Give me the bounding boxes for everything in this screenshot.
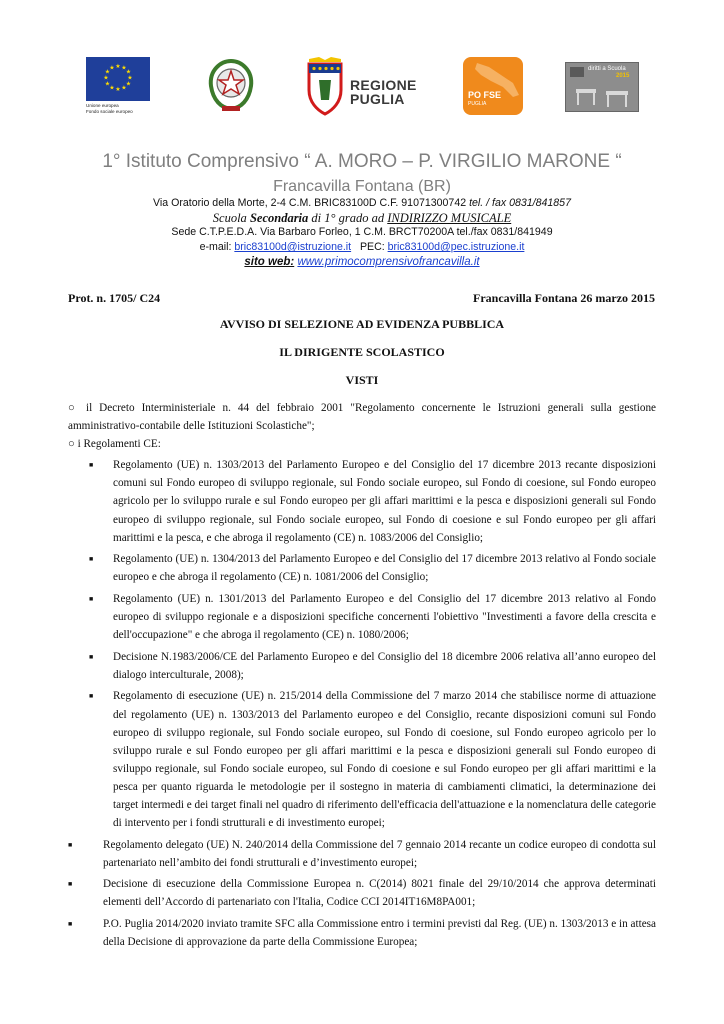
list-item-text: Regolamento di esecuzione (UE) n. 215/2014 della Commissione del 7 marzo 2014 che stabilisce norme di attuazione del regolamento (UE) n. 1303/2013 del Parlamento europeo e del Consiglio, recante disposizioni comuni sul Fondo europeo di sviluppo regionale, sul Fondo sociale europeo, sul Fondo di coesione, sul Fondo europeo agricolo per lo sviluppo rurale e sul Fondo europeo per gli affari marittimi e la pesca e disposizioni generali sul Fondo europeo di sviluppo regionale, sul Fondo sociale europeo, sul Fondo di coesione e sul Fondo europeo per gli affari marittimi e la pesca per quanto riguarda le metodologie per il sostegno in materia di cambiamenti climatici, la determinazione dei target intermedi e dei target finali nel quadro di riferimento dell'efficacia dell'attuazione e la nomenclatura delle categorie di intervento per i fondi strutturali e di investimento europei;: [113, 690, 656, 830]
svg-text:★: ★: [127, 74, 133, 82]
tel-fax: tel. / fax 0831/841857: [469, 197, 571, 209]
list-item-text: Decisione di esecuzione della Commissione Europea n. C(2014) 8021 finale del 29/10/2014 che approva determinati elementi dell’Accordo di partenariato con l'Italia, Codice CCI 2014IT16M8PA001;: [103, 878, 656, 909]
svg-text:★: ★: [104, 80, 111, 88]
list-item-text: Regolamento (UE) n. 1303/2013 del Parlamento Europeo e del Consiglio del 17 dicembre 2013 recante disposizioni comuni sul Fondo europeo di sviluppo regionale, sul Fondo sociale europeo, sul Fondo di coesione, sul Fondo europeo agricolo per lo sviluppo rurale e sul Fondo europeo per gli affari marittimi e la pesca e disposizioni generali sul Fondo europeo di sviluppo regionale, sul Fondo sociale europeo, sul Fondo di coesione e sul Fondo europeo per gli affari marittimi e la pesca, e che abroga il regolamento (CE) n. 1083/2006 del Consiglio;: [113, 459, 656, 544]
list-item: [68, 648, 656, 684]
regolamenti-list: [68, 456, 656, 832]
eu-flag-icon: [86, 57, 150, 101]
regione-line2: PUGLIA: [350, 91, 405, 107]
school-type-prefix: Scuola: [212, 211, 250, 225]
svg-text:★: ★: [121, 84, 127, 92]
school-type-line: [0, 211, 724, 226]
svg-text:★: ★: [103, 74, 109, 82]
list-item: [68, 687, 656, 832]
square-bullet-icon: ■: [89, 555, 94, 564]
email-link[interactable]: bric83100d@istruzione.it: [234, 241, 352, 253]
pec-label: PEC:: [351, 241, 388, 253]
heading-avviso: AVVISO DI SELEZIONE AD EVIDENZA PUBBLICA: [219, 317, 505, 331]
regione-line1: REGIONE: [350, 77, 417, 93]
address-line: [0, 197, 724, 209]
school-type-bold: Secondaria: [249, 211, 309, 225]
list-item-text: Regolamento (UE) n. 1301/2013 del Parlamento Europeo e del Consiglio del 17 dicembre 2013 relativo al Fondo europeo di sviluppo regionale e a disposizioni specifiche concernenti l'obiettivo "Investimenti a favore della crescita e dell'occupazione" e che abroga il regolamento (CE) n. 1080/2006;: [113, 592, 656, 642]
school-type-music: INDIRIZZO MUSICALE: [387, 211, 512, 225]
website-line: [0, 256, 724, 268]
diritti-label: diritti a Scuola: [588, 66, 626, 72]
list-item-text: Regolamento (UE) n. 1304/2013 del Parlamento Europeo e del Consiglio del 17 dicembre 2013 relativo al Fondo sociale europeo e che abroga il regolamento (CE) n. 1081/2006 del Consiglio;: [113, 553, 656, 584]
visti-item-regolamenti: [68, 435, 656, 453]
protocol-number: Prot. n. 1705/ C24: [68, 291, 161, 305]
visti-item-decreto-text: il Decreto Interministeriale n. 44 del febbraio 2001 "Regolamento concernente le Istruzioni generali sulla gestione amministrativo-contabile delle Istituzioni Scolastiche";: [68, 402, 657, 433]
sede-line: Sede C.T.P.E.D.A. Via Barbaro Forleo, 1 C.M. BRCT70200A tel./fax 0831/841949: [171, 226, 553, 238]
list-item-text: Decisione N.1983/2006/CE del Parlamento Europeo e del Consiglio del 18 dicembre 2006 relativa all’anno europeo del dialogo interculturale, 2008);: [113, 650, 656, 681]
list-item-text: P.O. Puglia 2014/2020 inviato tramite SFC alla Commissione entro i termini previsti dal Reg. (UE) n. 1303/2013 e in attesa della Decisione di approvazione da parte della Commissione Europea;: [103, 918, 656, 949]
heading-dirigente: IL DIRIGENTE SCOLASTICO: [279, 345, 445, 359]
circle-bullet-icon: ○: [68, 438, 75, 451]
visti-item-decreto: [68, 399, 656, 435]
svg-text:★: ★: [109, 84, 115, 92]
svg-text:★: ★: [125, 80, 132, 88]
italian-republic-emblem-icon: [205, 56, 257, 114]
eu-logo: [86, 57, 150, 115]
diritti-a-scuola-logo: [565, 62, 639, 112]
website-link[interactable]: www.primocomprensivofrancavilla.it: [297, 256, 480, 268]
list-item-text: Regolamento delegato (UE) N. 240/2014 della Commissione del 7 gennaio 2014 recante un codice europeo di condotta sul partenariato nell’ambito dei fondi strutturali e d’investimento europei;: [103, 838, 656, 869]
square-bullet-icon: ■: [89, 594, 94, 603]
eu-caption-1: Unione europea: [86, 103, 119, 108]
address: Via Oratorio della Morte, 2-4 C.M. BRIC83100D C.F. 91071300742: [153, 197, 467, 209]
other-acts-list: [68, 836, 656, 952]
regione-puglia-logo: [305, 56, 430, 116]
heading-visti: VISTI: [345, 373, 379, 387]
svg-text:★: ★: [109, 64, 115, 72]
school-type-middle: di 1° grado ad: [308, 211, 388, 225]
website-label: sito web:: [244, 256, 295, 268]
regione-puglia-shield-icon: [305, 56, 345, 116]
po-fse-puglia-logo: [463, 57, 523, 115]
list-item: [68, 875, 656, 911]
email-line: [0, 241, 724, 253]
diritti-year: 2015: [616, 73, 630, 79]
pec-link[interactable]: bric83100d@pec.istruzione.it: [387, 241, 525, 253]
svg-text:★: ★: [115, 86, 121, 93]
fse-sub: PUGLIA: [468, 101, 487, 107]
square-bullet-icon: ■: [89, 652, 94, 661]
square-bullet-icon: ■: [68, 920, 73, 929]
list-item: [68, 836, 656, 872]
email-label: e-mail:: [199, 241, 235, 253]
school-city: Francavilla Fontana (BR): [273, 178, 451, 195]
document-date: Francavilla Fontana 26 marzo 2015: [473, 291, 655, 305]
svg-text:★: ★: [104, 68, 111, 76]
eu-caption-2: Fondo sociale europeo: [86, 108, 133, 114]
square-bullet-icon: ■: [89, 461, 94, 470]
square-bullet-icon: ■: [68, 880, 73, 889]
list-item: [68, 456, 656, 546]
list-item: [68, 915, 656, 951]
svg-text:★: ★: [121, 64, 127, 72]
school-title: 1° Istituto Comprensivo “ A. MORO – P. VIRGILIO MARONE “: [102, 151, 622, 172]
logo-bar: [0, 54, 724, 124]
circle-bullet-icon: ○: [68, 402, 79, 414]
list-item: [68, 550, 656, 586]
square-bullet-icon: ■: [89, 692, 94, 701]
square-bullet-icon: ■: [68, 840, 73, 849]
svg-text:★: ★: [125, 68, 132, 76]
visti-item-regolamenti-text: i Regolamenti CE:: [77, 438, 161, 451]
document-body: [68, 399, 656, 955]
fse-label: PO FSE: [468, 90, 502, 100]
svg-text:★: ★: [115, 63, 121, 70]
list-item: [68, 590, 656, 644]
